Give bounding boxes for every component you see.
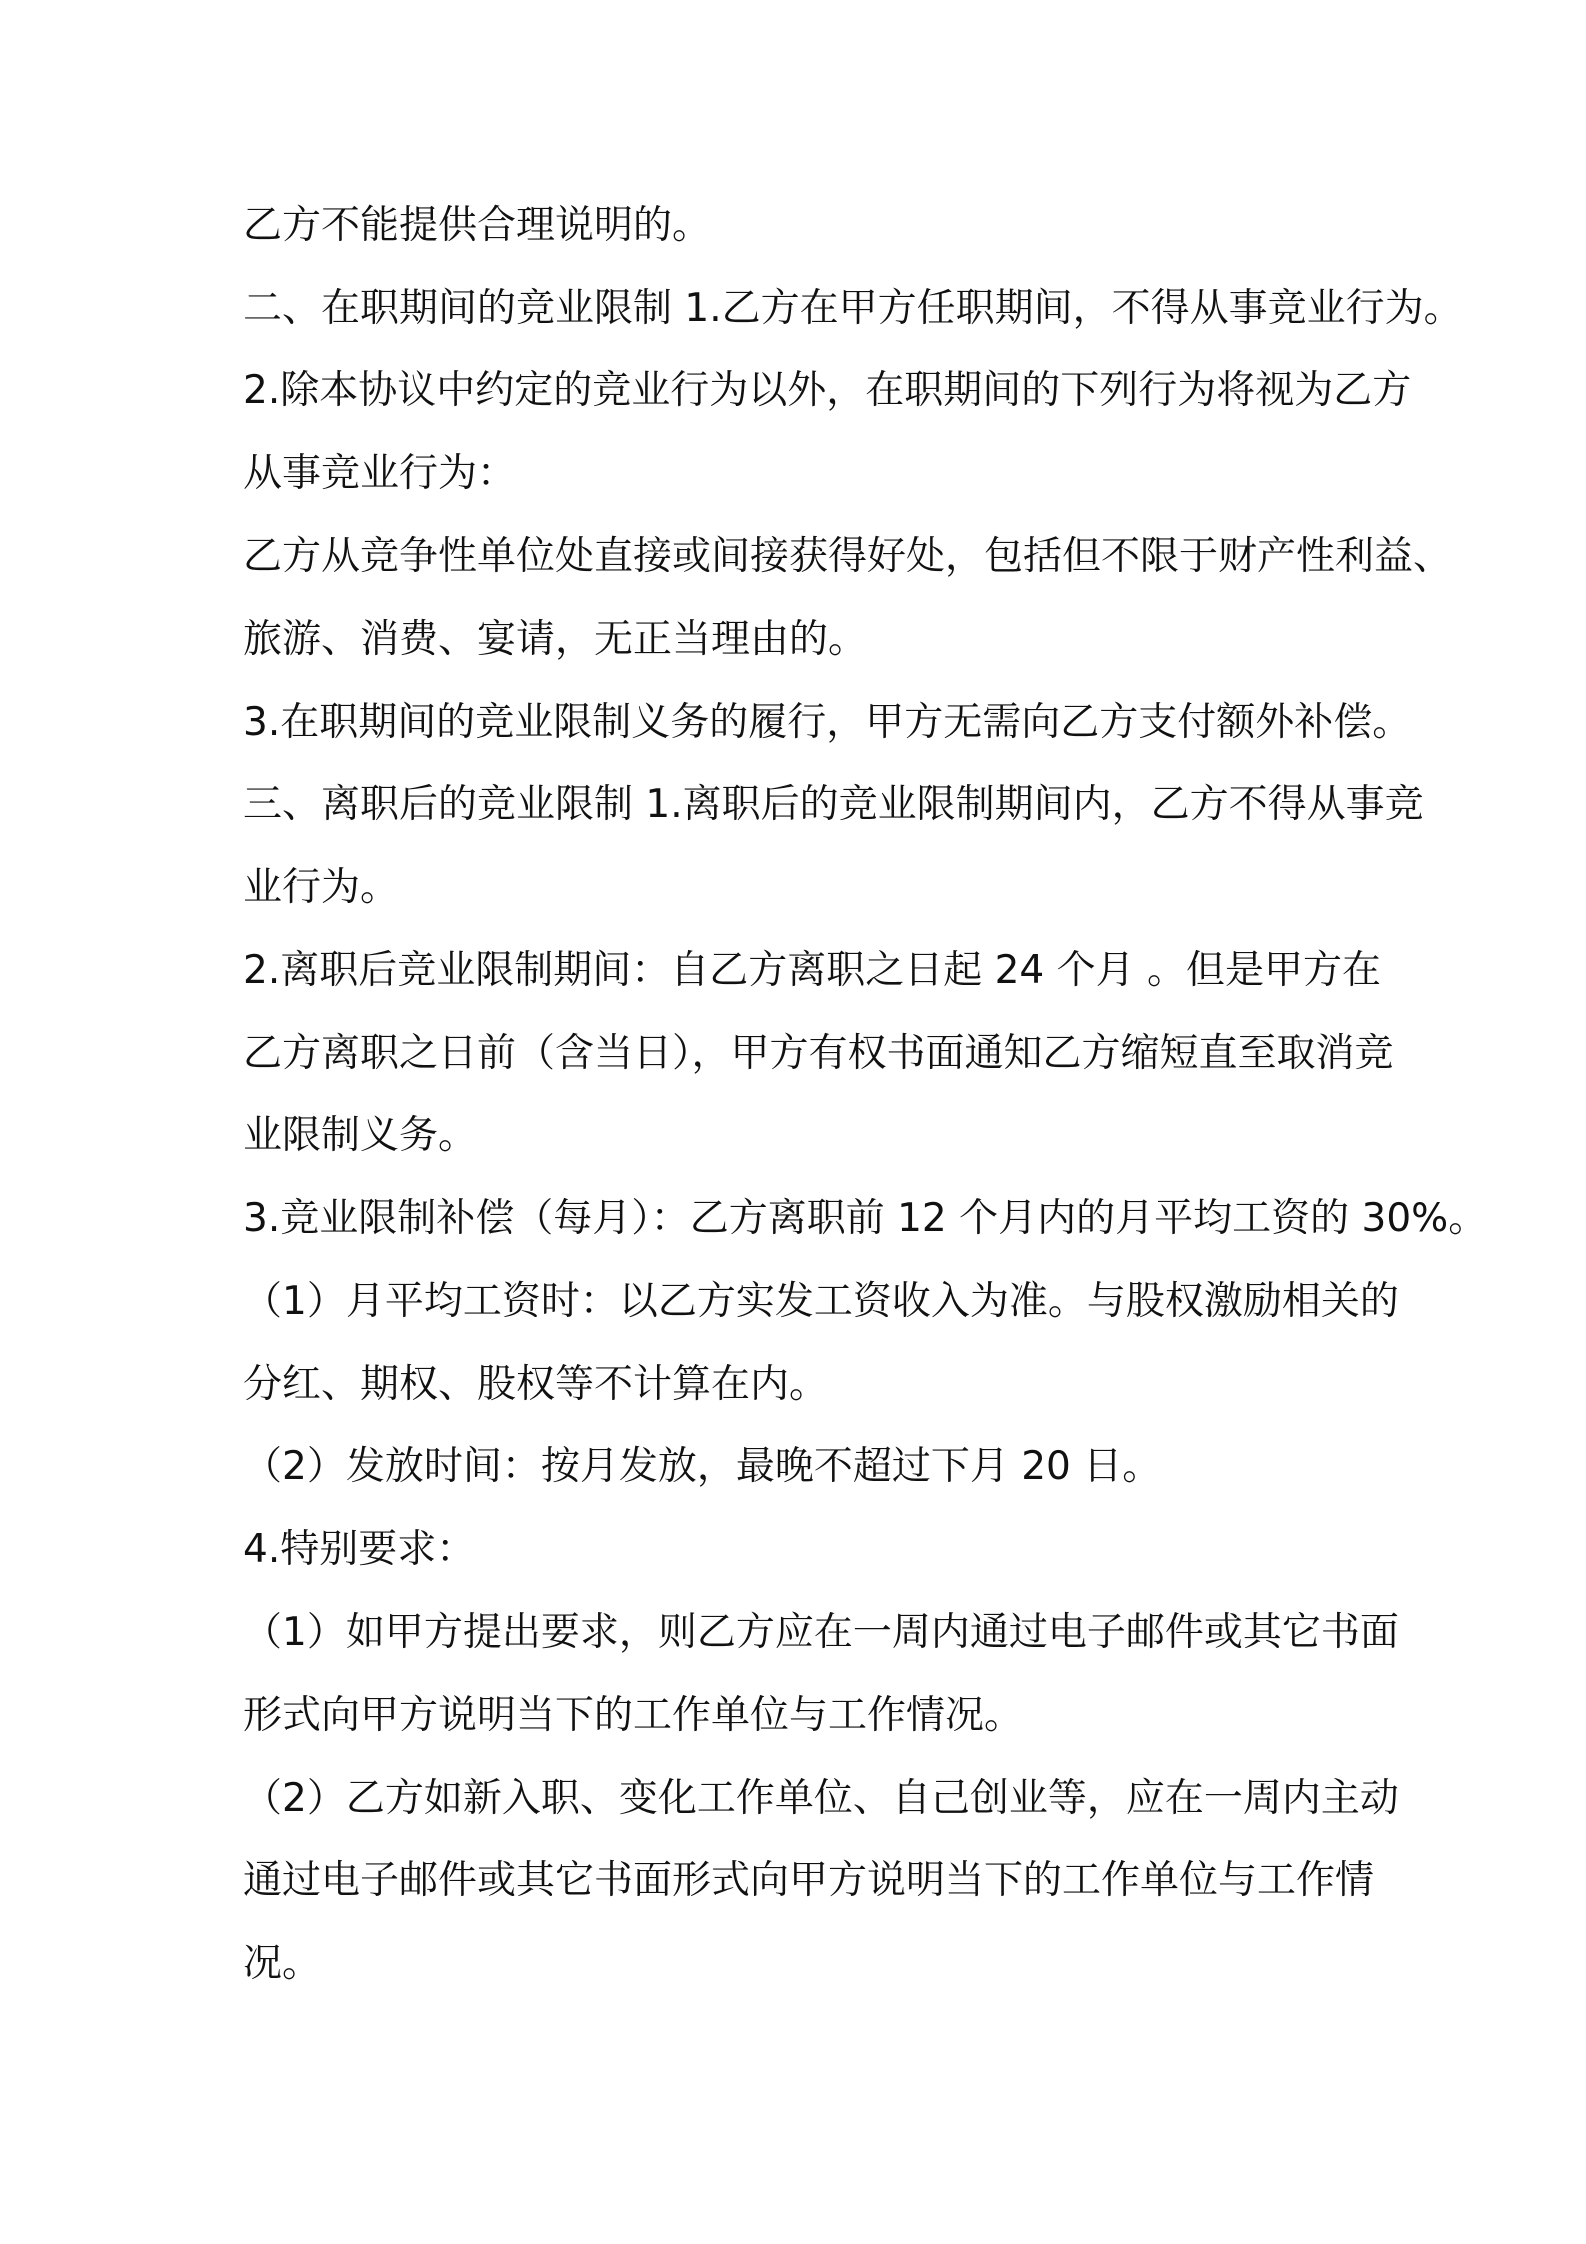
text-line: 2.除本协议中约定的竞业行为以外，在职期间的下列行为将视为乙方 — [243, 368, 1412, 413]
text-line: 业行为。 — [243, 865, 400, 910]
text-line: 2.离职后竞业限制期间：自乙方离职之日起 24 个月 。但是甲方在 — [243, 948, 1382, 993]
text-line: （2）乙方如新入职、变化工作单位、自己创业等，应在一周内主动 — [243, 1776, 1399, 1821]
text-line: 旅游、消费、宴请，无正当理由的。 — [243, 617, 868, 662]
text-line: （2）发放时间：按月发放，最晚不超过下月 20 日。 — [243, 1444, 1162, 1489]
section-heading: 三、离职后的竞业限制 1.离职后的竞业限制期间内，乙方不得从事竞 — [243, 782, 1424, 827]
text-line: 通过电子邮件或其它书面形式向甲方说明当下的工作单位与工作情 — [243, 1858, 1375, 1903]
text-line: 3.竞业限制补偿（每月）：乙方离职前 12 个月内的月平均工资的 30%。 — [243, 1196, 1488, 1241]
text-line: 况。 — [243, 1941, 322, 1986]
text-line: 3.在职期间的竞业限制义务的履行，甲方无需向乙方支付额外补偿。 — [243, 700, 1412, 745]
text-line: 4.特别要求： — [243, 1527, 476, 1572]
text-line: 形式向甲方说明当下的工作单位与工作情况。 — [243, 1693, 1024, 1738]
text-line: 业限制义务。 — [243, 1113, 478, 1158]
section-heading: 二、在职期间的竞业限制 1.乙方在甲方任职期间，不得从事竞业行为。 — [243, 286, 1463, 331]
text-line: 乙方不能提供合理说明的。 — [243, 203, 712, 248]
text-line: 乙方从竞争性单位处直接或间接获得好处，包括但不限于财产性利益、 — [243, 534, 1453, 579]
text-line: 分红、期权、股权等不计算在内。 — [243, 1362, 829, 1407]
text-line: 从事竞业行为： — [243, 451, 517, 496]
text-line: （1）如甲方提出要求，则乙方应在一周内通过电子邮件或其它书面 — [243, 1610, 1399, 1655]
text-line: 乙方离职之日前（含当日），甲方有权书面通知乙方缩短直至取消竞 — [243, 1031, 1394, 1076]
text-line: （1）月平均工资时：以乙方实发工资收入为准。与股权激励相关的 — [243, 1279, 1399, 1324]
